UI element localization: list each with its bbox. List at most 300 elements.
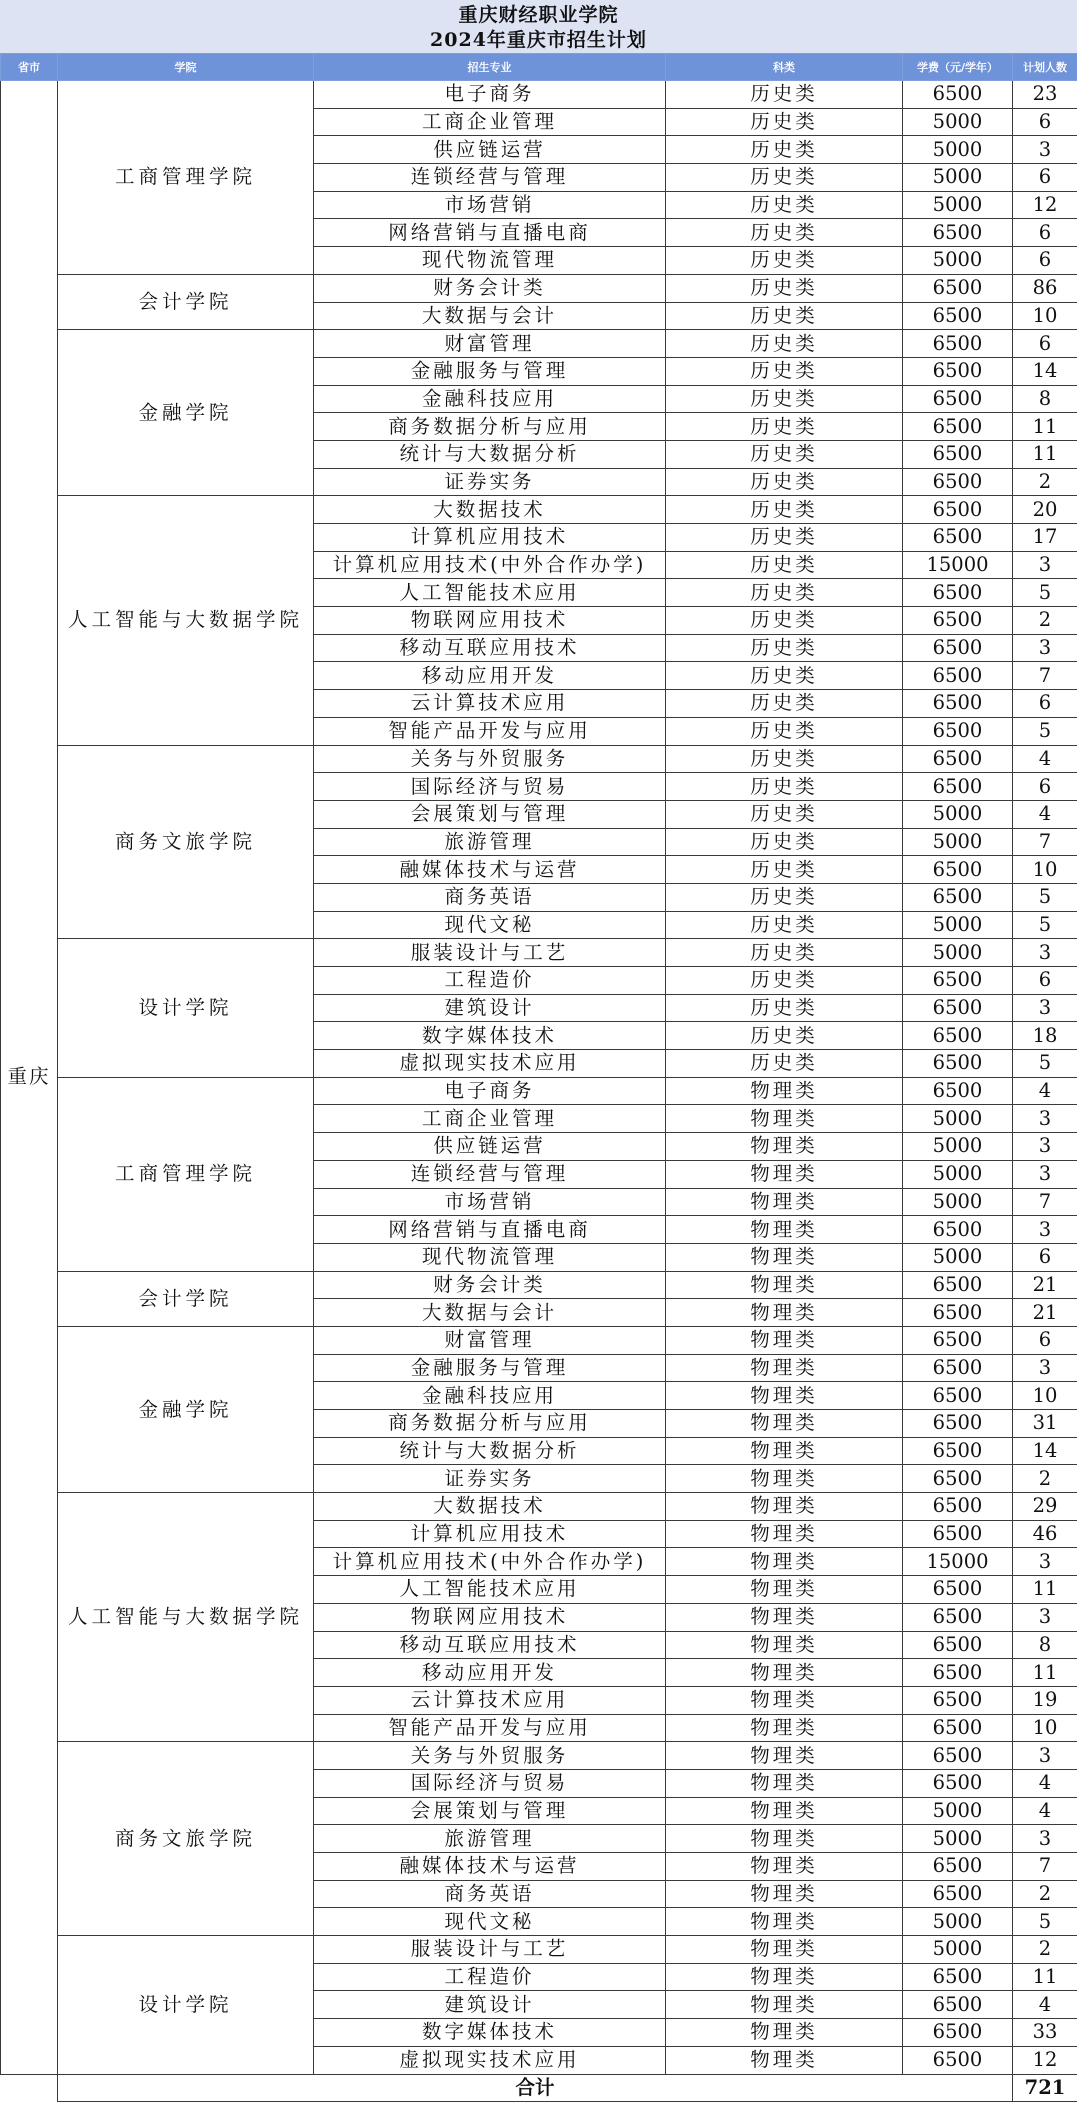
count-cell: 11 xyxy=(1013,1576,1077,1604)
major-cell: 统计与大数据分析 xyxy=(314,440,666,468)
fee-cell: 6500 xyxy=(903,468,1013,496)
subject-cell: 物理类 xyxy=(666,2019,903,2047)
fee-cell: 5000 xyxy=(903,939,1013,967)
fee-cell: 6500 xyxy=(903,357,1013,385)
major-cell: 金融科技应用 xyxy=(314,385,666,413)
count-cell: 2 xyxy=(1013,607,1077,635)
fee-cell: 6500 xyxy=(903,330,1013,358)
fee-cell: 6500 xyxy=(903,1354,1013,1382)
count-cell: 8 xyxy=(1013,1631,1077,1659)
major-cell: 建筑设计 xyxy=(314,994,666,1022)
count-cell: 2 xyxy=(1013,1465,1077,1493)
subject-cell: 历史类 xyxy=(666,468,903,496)
total-label-cell: 合计 xyxy=(58,2074,1013,2102)
subject-cell: 物理类 xyxy=(666,1963,903,1991)
major-cell: 计算机应用技术(中外合作办学) xyxy=(314,551,666,579)
fee-cell: 6500 xyxy=(903,1271,1013,1299)
fee-cell: 6500 xyxy=(903,2019,1013,2047)
count-cell: 11 xyxy=(1013,1963,1077,1991)
subject-cell: 历史类 xyxy=(666,136,903,164)
fee-cell: 5000 xyxy=(903,1825,1013,1853)
subject-cell: 物理类 xyxy=(666,1631,903,1659)
subject-cell: 物理类 xyxy=(666,1853,903,1881)
major-cell: 商务英语 xyxy=(314,883,666,911)
subject-cell: 历史类 xyxy=(666,247,903,275)
count-cell: 7 xyxy=(1013,662,1077,690)
count-cell: 7 xyxy=(1013,828,1077,856)
subject-cell: 物理类 xyxy=(666,1908,903,1936)
subject-cell: 物理类 xyxy=(666,1797,903,1825)
count-cell: 8 xyxy=(1013,385,1077,413)
header-subject: 科类 xyxy=(666,54,903,81)
count-cell: 4 xyxy=(1013,1077,1077,1105)
fee-cell: 6500 xyxy=(903,1963,1013,1991)
total-count-cell: 721 xyxy=(1013,2074,1077,2102)
count-cell: 5 xyxy=(1013,1050,1077,1078)
fee-cell: 6500 xyxy=(903,1326,1013,1354)
fee-cell: 5000 xyxy=(903,1105,1013,1133)
title-block xyxy=(0,0,1077,53)
header-college: 学院 xyxy=(58,54,314,81)
college-cell: 金融学院 xyxy=(58,330,314,496)
fee-cell: 6500 xyxy=(903,1991,1013,2019)
subject-cell: 历史类 xyxy=(666,579,903,607)
count-cell: 21 xyxy=(1013,1271,1077,1299)
count-cell: 4 xyxy=(1013,1769,1077,1797)
fee-cell: 6500 xyxy=(903,662,1013,690)
fee-cell: 6500 xyxy=(903,1769,1013,1797)
subject-cell: 历史类 xyxy=(666,164,903,192)
subject-cell: 物理类 xyxy=(666,1271,903,1299)
major-cell: 服装设计与工艺 xyxy=(314,939,666,967)
enrollment-plan-table xyxy=(0,53,1077,2102)
subject-cell: 历史类 xyxy=(666,967,903,995)
count-cell: 6 xyxy=(1013,690,1077,718)
count-cell: 4 xyxy=(1013,745,1077,773)
major-cell: 大数据与会计 xyxy=(314,302,666,330)
major-cell: 商务英语 xyxy=(314,1880,666,1908)
subject-cell: 历史类 xyxy=(666,911,903,939)
count-cell: 14 xyxy=(1013,1437,1077,1465)
major-cell: 金融服务与管理 xyxy=(314,1354,666,1382)
major-cell: 物联网应用技术 xyxy=(314,607,666,635)
count-cell: 6 xyxy=(1013,967,1077,995)
subject-cell: 物理类 xyxy=(666,1825,903,1853)
subject-cell: 历史类 xyxy=(666,524,903,552)
table-row xyxy=(1,939,1077,967)
major-cell: 国际经济与贸易 xyxy=(314,773,666,801)
fee-cell: 6500 xyxy=(903,302,1013,330)
subject-cell: 历史类 xyxy=(666,81,903,109)
count-cell: 18 xyxy=(1013,1022,1077,1050)
table-row xyxy=(1,1271,1077,1299)
count-cell: 4 xyxy=(1013,1991,1077,2019)
count-cell: 3 xyxy=(1013,1133,1077,1161)
major-cell: 工程造价 xyxy=(314,1963,666,1991)
major-cell: 旅游管理 xyxy=(314,1825,666,1853)
count-cell: 10 xyxy=(1013,856,1077,884)
subject-cell: 物理类 xyxy=(666,1326,903,1354)
college-cell: 设计学院 xyxy=(58,939,314,1077)
count-cell: 33 xyxy=(1013,2019,1077,2047)
fee-cell: 5000 xyxy=(903,108,1013,136)
subject-cell: 物理类 xyxy=(666,1991,903,2019)
fee-cell: 6500 xyxy=(903,634,1013,662)
count-cell: 3 xyxy=(1013,1216,1077,1244)
count-cell: 3 xyxy=(1013,1548,1077,1576)
count-cell: 20 xyxy=(1013,496,1077,524)
table-row xyxy=(1,274,1077,302)
table-header-row xyxy=(1,54,1077,81)
count-cell: 6 xyxy=(1013,1243,1077,1271)
subject-cell: 物理类 xyxy=(666,1493,903,1521)
count-cell: 11 xyxy=(1013,1659,1077,1687)
subject-cell: 物理类 xyxy=(666,1880,903,1908)
subject-cell: 物理类 xyxy=(666,1382,903,1410)
college-cell: 会计学院 xyxy=(58,1271,314,1326)
major-cell: 供应链运营 xyxy=(314,136,666,164)
count-cell: 2 xyxy=(1013,468,1077,496)
subject-cell: 物理类 xyxy=(666,1714,903,1742)
fee-cell: 6500 xyxy=(903,579,1013,607)
major-cell: 数字媒体技术 xyxy=(314,2019,666,2047)
header-province: 省市 xyxy=(1,54,58,81)
table-row xyxy=(1,1742,1077,1770)
subject-cell: 物理类 xyxy=(666,1769,903,1797)
major-cell: 现代文秘 xyxy=(314,1908,666,1936)
major-cell: 大数据技术 xyxy=(314,1493,666,1521)
count-cell: 5 xyxy=(1013,883,1077,911)
subject-cell: 历史类 xyxy=(666,690,903,718)
major-cell: 国际经济与贸易 xyxy=(314,1769,666,1797)
subject-cell: 历史类 xyxy=(666,1022,903,1050)
count-cell: 17 xyxy=(1013,524,1077,552)
subject-cell: 历史类 xyxy=(666,413,903,441)
subject-cell: 历史类 xyxy=(666,357,903,385)
count-cell: 6 xyxy=(1013,773,1077,801)
major-cell: 物联网应用技术 xyxy=(314,1603,666,1631)
subject-cell: 物理类 xyxy=(666,1603,903,1631)
count-cell: 6 xyxy=(1013,330,1077,358)
count-cell: 86 xyxy=(1013,274,1077,302)
subject-cell: 历史类 xyxy=(666,800,903,828)
fee-cell: 6500 xyxy=(903,413,1013,441)
subject-cell: 物理类 xyxy=(666,1686,903,1714)
subject-cell: 物理类 xyxy=(666,2046,903,2074)
major-cell: 工商企业管理 xyxy=(314,1105,666,1133)
count-cell: 6 xyxy=(1013,219,1077,247)
subject-cell: 历史类 xyxy=(666,994,903,1022)
count-cell: 21 xyxy=(1013,1299,1077,1327)
major-cell: 计算机应用技术 xyxy=(314,1520,666,1548)
table-row xyxy=(1,1326,1077,1354)
table-row xyxy=(1,81,1077,109)
major-cell: 建筑设计 xyxy=(314,1991,666,2019)
major-cell: 大数据与会计 xyxy=(314,1299,666,1327)
header-major: 招生专业 xyxy=(314,54,666,81)
subject-cell: 历史类 xyxy=(666,219,903,247)
subject-cell: 物理类 xyxy=(666,1299,903,1327)
count-cell: 5 xyxy=(1013,717,1077,745)
fee-cell: 6500 xyxy=(903,1714,1013,1742)
fee-cell: 6500 xyxy=(903,1853,1013,1881)
fee-cell: 5000 xyxy=(903,1797,1013,1825)
subject-cell: 物理类 xyxy=(666,1160,903,1188)
count-cell: 3 xyxy=(1013,136,1077,164)
subject-cell: 物理类 xyxy=(666,1659,903,1687)
header-count: 计划人数 xyxy=(1013,54,1077,81)
subject-cell: 物理类 xyxy=(666,1410,903,1438)
subject-cell: 物理类 xyxy=(666,1133,903,1161)
subject-cell: 物理类 xyxy=(666,1576,903,1604)
major-cell: 市场营销 xyxy=(314,1188,666,1216)
major-cell: 大数据技术 xyxy=(314,496,666,524)
count-cell: 2 xyxy=(1013,1936,1077,1964)
subject-cell: 历史类 xyxy=(666,274,903,302)
subject-cell: 物理类 xyxy=(666,1354,903,1382)
count-cell: 10 xyxy=(1013,1714,1077,1742)
province-cell: 重庆 xyxy=(1,81,58,2075)
count-cell: 5 xyxy=(1013,911,1077,939)
count-cell: 4 xyxy=(1013,1797,1077,1825)
subject-cell: 历史类 xyxy=(666,385,903,413)
subject-cell: 物理类 xyxy=(666,1520,903,1548)
major-cell: 旅游管理 xyxy=(314,828,666,856)
subject-cell: 物理类 xyxy=(666,1243,903,1271)
fee-cell: 6500 xyxy=(903,1022,1013,1050)
fee-cell: 6500 xyxy=(903,883,1013,911)
fee-cell: 5000 xyxy=(903,911,1013,939)
major-cell: 服装设计与工艺 xyxy=(314,1936,666,1964)
fee-cell: 6500 xyxy=(903,967,1013,995)
subject-cell: 历史类 xyxy=(666,191,903,219)
college-cell: 设计学院 xyxy=(58,1936,314,2074)
fee-cell: 5000 xyxy=(903,800,1013,828)
major-cell: 会展策划与管理 xyxy=(314,1797,666,1825)
fee-cell: 15000 xyxy=(903,551,1013,579)
count-cell: 6 xyxy=(1013,164,1077,192)
subject-cell: 物理类 xyxy=(666,1216,903,1244)
major-cell: 工程造价 xyxy=(314,967,666,995)
total-row xyxy=(1,2074,1077,2102)
subject-cell: 物理类 xyxy=(666,1437,903,1465)
major-cell: 智能产品开发与应用 xyxy=(314,717,666,745)
fee-cell: 6500 xyxy=(903,1659,1013,1687)
fee-cell: 6500 xyxy=(903,773,1013,801)
major-cell: 计算机应用技术(中外合作办学) xyxy=(314,1548,666,1576)
fee-cell: 5000 xyxy=(903,1936,1013,1964)
college-cell: 人工智能与大数据学院 xyxy=(58,496,314,745)
table-row xyxy=(1,330,1077,358)
major-cell: 人工智能技术应用 xyxy=(314,1576,666,1604)
fee-cell: 6500 xyxy=(903,1216,1013,1244)
subject-cell: 历史类 xyxy=(666,828,903,856)
major-cell: 电子商务 xyxy=(314,81,666,109)
college-cell: 商务文旅学院 xyxy=(58,1742,314,1936)
subject-cell: 历史类 xyxy=(666,551,903,579)
fee-cell: 6500 xyxy=(903,1576,1013,1604)
count-cell: 6 xyxy=(1013,108,1077,136)
major-cell: 现代文秘 xyxy=(314,911,666,939)
count-cell: 12 xyxy=(1013,191,1077,219)
major-cell: 网络营销与直播电商 xyxy=(314,219,666,247)
subject-cell: 物理类 xyxy=(666,1548,903,1576)
major-cell: 融媒体技术与运营 xyxy=(314,1853,666,1881)
count-cell: 5 xyxy=(1013,1908,1077,1936)
major-cell: 智能产品开发与应用 xyxy=(314,1714,666,1742)
count-cell: 3 xyxy=(1013,1354,1077,1382)
fee-cell: 6500 xyxy=(903,856,1013,884)
page-subtitle: 2024年重庆市招生计划 xyxy=(430,29,647,51)
fee-cell: 5000 xyxy=(903,828,1013,856)
count-cell: 46 xyxy=(1013,1520,1077,1548)
fee-cell: 5000 xyxy=(903,136,1013,164)
major-cell: 连锁经营与管理 xyxy=(314,164,666,192)
subject-cell: 历史类 xyxy=(666,330,903,358)
count-cell: 19 xyxy=(1013,1686,1077,1714)
count-cell: 3 xyxy=(1013,634,1077,662)
college-cell: 人工智能与大数据学院 xyxy=(58,1493,314,1742)
table-row xyxy=(1,1936,1077,1964)
fee-cell: 6500 xyxy=(903,524,1013,552)
count-cell: 11 xyxy=(1013,440,1077,468)
major-cell: 财务会计类 xyxy=(314,1271,666,1299)
major-cell: 电子商务 xyxy=(314,1077,666,1105)
fee-cell: 6500 xyxy=(903,690,1013,718)
fee-cell: 5000 xyxy=(903,247,1013,275)
subject-cell: 历史类 xyxy=(666,939,903,967)
major-cell: 虚拟现实技术应用 xyxy=(314,1050,666,1078)
subject-cell: 物理类 xyxy=(666,1105,903,1133)
fee-cell: 6500 xyxy=(903,2046,1013,2074)
count-cell: 14 xyxy=(1013,357,1077,385)
major-cell: 商务数据分析与应用 xyxy=(314,413,666,441)
count-cell: 29 xyxy=(1013,1493,1077,1521)
fee-cell: 6500 xyxy=(903,1077,1013,1105)
count-cell: 23 xyxy=(1013,81,1077,109)
count-cell: 12 xyxy=(1013,2046,1077,2074)
count-cell: 3 xyxy=(1013,1603,1077,1631)
count-cell: 4 xyxy=(1013,800,1077,828)
subject-cell: 物理类 xyxy=(666,1188,903,1216)
major-cell: 会展策划与管理 xyxy=(314,800,666,828)
subject-cell: 历史类 xyxy=(666,607,903,635)
fee-cell: 5000 xyxy=(903,1133,1013,1161)
major-cell: 金融科技应用 xyxy=(314,1382,666,1410)
fee-cell: 6500 xyxy=(903,717,1013,745)
major-cell: 移动应用开发 xyxy=(314,662,666,690)
fee-cell: 6500 xyxy=(903,994,1013,1022)
subject-cell: 历史类 xyxy=(666,496,903,524)
fee-cell: 6500 xyxy=(903,1382,1013,1410)
major-cell: 云计算技术应用 xyxy=(314,1686,666,1714)
major-cell: 关务与外贸服务 xyxy=(314,1742,666,1770)
fee-cell: 15000 xyxy=(903,1548,1013,1576)
subject-cell: 历史类 xyxy=(666,108,903,136)
major-cell: 数字媒体技术 xyxy=(314,1022,666,1050)
subject-cell: 历史类 xyxy=(666,883,903,911)
count-cell: 11 xyxy=(1013,413,1077,441)
subject-cell: 历史类 xyxy=(666,440,903,468)
fee-cell: 6500 xyxy=(903,1050,1013,1078)
major-cell: 关务与外贸服务 xyxy=(314,745,666,773)
header-fee: 学费（元/学年） xyxy=(903,54,1013,81)
college-cell: 工商管理学院 xyxy=(58,81,314,275)
fee-cell: 5000 xyxy=(903,1160,1013,1188)
count-cell: 3 xyxy=(1013,994,1077,1022)
fee-cell: 6500 xyxy=(903,219,1013,247)
major-cell: 计算机应用技术 xyxy=(314,524,666,552)
fee-cell: 6500 xyxy=(903,440,1013,468)
major-cell: 移动应用开发 xyxy=(314,1659,666,1687)
major-cell: 移动互联应用技术 xyxy=(314,634,666,662)
major-cell: 虚拟现实技术应用 xyxy=(314,2046,666,2074)
subject-cell: 物理类 xyxy=(666,1465,903,1493)
major-cell: 商务数据分析与应用 xyxy=(314,1410,666,1438)
fee-cell: 5000 xyxy=(903,1243,1013,1271)
count-cell: 5 xyxy=(1013,579,1077,607)
table-row xyxy=(1,496,1077,524)
major-cell: 现代物流管理 xyxy=(314,1243,666,1271)
fee-cell: 6500 xyxy=(903,1686,1013,1714)
fee-cell: 6500 xyxy=(903,1299,1013,1327)
subject-cell: 历史类 xyxy=(666,856,903,884)
page-title: 重庆财经职业学院 xyxy=(458,4,619,26)
major-cell: 云计算技术应用 xyxy=(314,690,666,718)
subject-cell: 物理类 xyxy=(666,1742,903,1770)
fee-cell: 5000 xyxy=(903,1908,1013,1936)
college-cell: 工商管理学院 xyxy=(58,1077,314,1271)
count-cell: 3 xyxy=(1013,1742,1077,1770)
count-cell: 7 xyxy=(1013,1853,1077,1881)
major-cell: 金融服务与管理 xyxy=(314,357,666,385)
total-blank-cell xyxy=(1,2074,58,2102)
fee-cell: 6500 xyxy=(903,745,1013,773)
major-cell: 移动互联应用技术 xyxy=(314,1631,666,1659)
subject-cell: 历史类 xyxy=(666,773,903,801)
major-cell: 财富管理 xyxy=(314,330,666,358)
major-cell: 证券实务 xyxy=(314,468,666,496)
count-cell: 10 xyxy=(1013,302,1077,330)
count-cell: 31 xyxy=(1013,1410,1077,1438)
subject-cell: 历史类 xyxy=(666,662,903,690)
fee-cell: 6500 xyxy=(903,1880,1013,1908)
count-cell: 3 xyxy=(1013,939,1077,967)
subject-cell: 物理类 xyxy=(666,1077,903,1105)
count-cell: 10 xyxy=(1013,1382,1077,1410)
major-cell: 融媒体技术与运营 xyxy=(314,856,666,884)
fee-cell: 6500 xyxy=(903,81,1013,109)
major-cell: 供应链运营 xyxy=(314,1133,666,1161)
college-cell: 会计学院 xyxy=(58,274,314,329)
fee-cell: 6500 xyxy=(903,385,1013,413)
subject-cell: 历史类 xyxy=(666,634,903,662)
fee-cell: 5000 xyxy=(903,164,1013,192)
major-cell: 财务会计类 xyxy=(314,274,666,302)
count-cell: 3 xyxy=(1013,1825,1077,1853)
count-cell: 6 xyxy=(1013,1326,1077,1354)
major-cell: 网络营销与直播电商 xyxy=(314,1216,666,1244)
fee-cell: 6500 xyxy=(903,1465,1013,1493)
major-cell: 证券实务 xyxy=(314,1465,666,1493)
fee-cell: 6500 xyxy=(903,496,1013,524)
fee-cell: 6500 xyxy=(903,1603,1013,1631)
fee-cell: 6500 xyxy=(903,607,1013,635)
major-cell: 统计与大数据分析 xyxy=(314,1437,666,1465)
subject-cell: 物理类 xyxy=(666,1936,903,1964)
table-body xyxy=(1,81,1077,2102)
college-cell: 商务文旅学院 xyxy=(58,745,314,939)
